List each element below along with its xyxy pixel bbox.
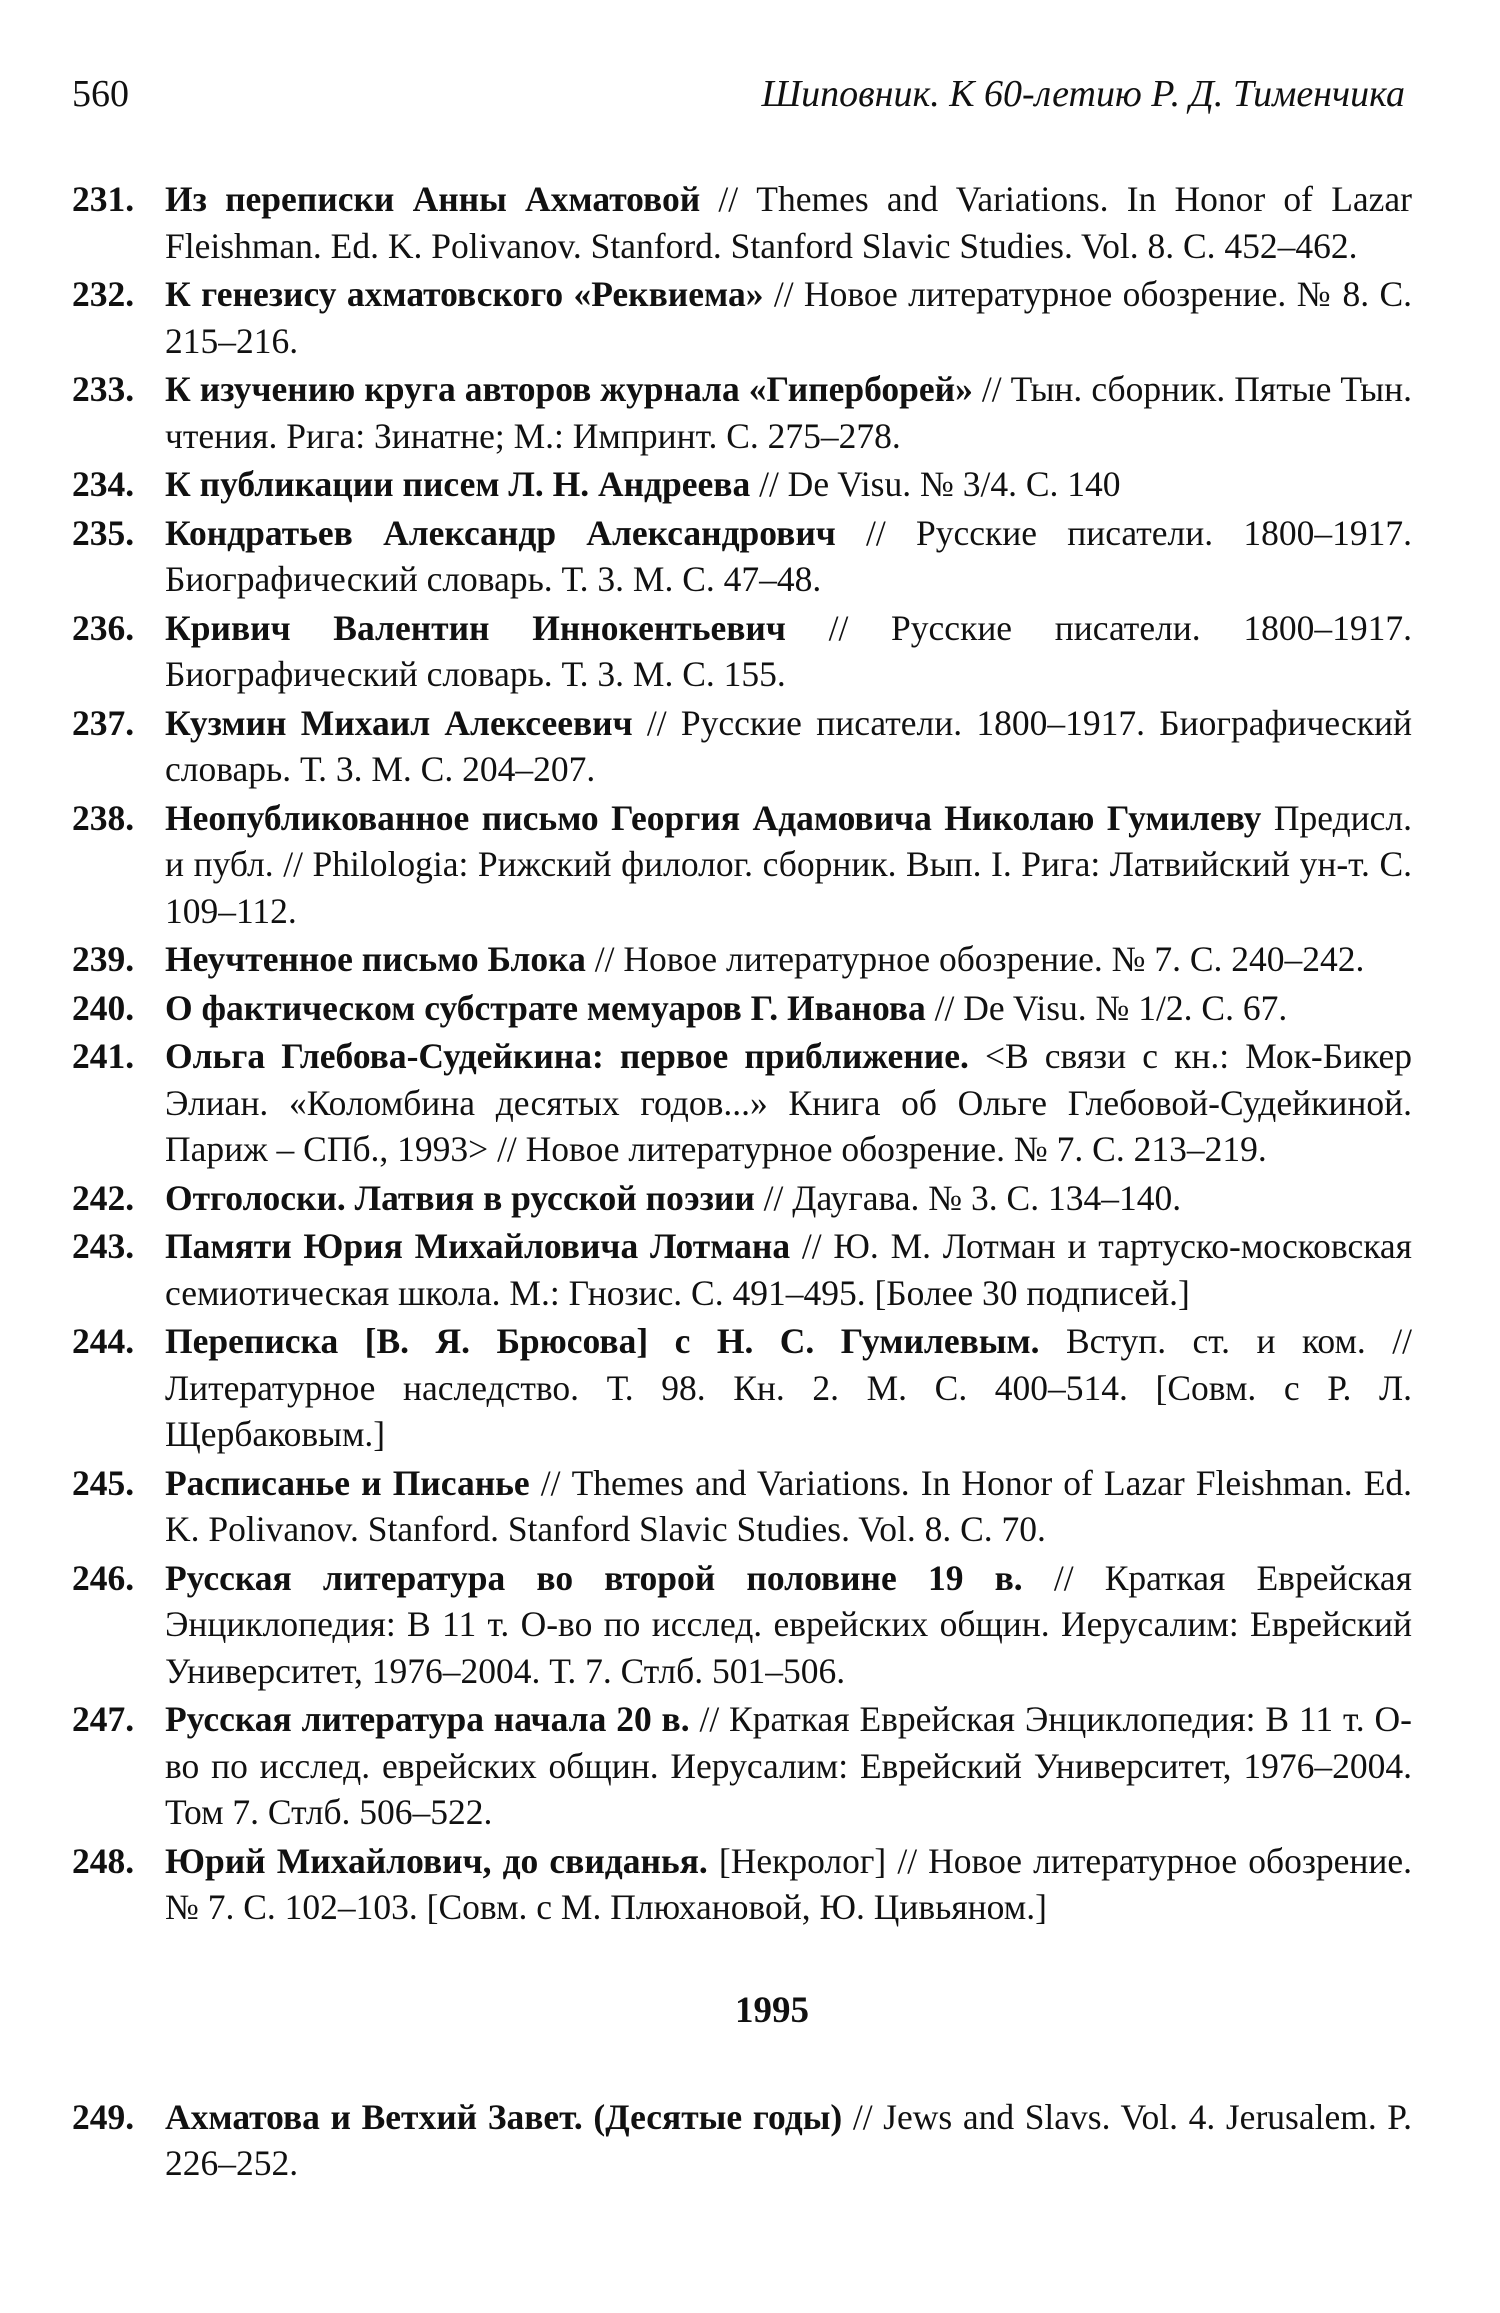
bibliography-entry: [72, 1033, 1412, 1173]
entry-citation: [Некролог] // Новое литературное обозрение. № 7. С. 102–103. [Совм. с М. Плюхановой, Ю. Цивьяном.]: [165, 1840, 1412, 1927]
bibliography-entry: [72, 510, 1412, 603]
bibliography-entry: [72, 2094, 1412, 2187]
entry-number: 237.: [72, 702, 135, 743]
page-header: [72, 72, 1405, 122]
entry-title: Русская литература начала 20 в.: [165, 1699, 690, 1739]
bibliography-entry: [72, 1175, 1412, 1222]
entry-title: Неучтенное письмо Блока: [165, 939, 586, 979]
entry-title: Русская литература во второй половине 19 в.: [165, 1557, 1023, 1598]
entry-number: 233.: [72, 369, 135, 409]
bibliography-entry: [72, 1223, 1412, 1316]
entry-title: Неопубликованное письмо Георгия Адамовича Николаю Гумилеву: [165, 797, 1262, 838]
entry-citation: // Русские писатели. 1800–1917. Биографический словарь. Т. 3. М. С. 204–207.: [165, 702, 1412, 789]
entry-title: О фактическом субстрате мемуаров Г. Иванова: [165, 987, 926, 1028]
bibliography-group-1995: [72, 2094, 1412, 2187]
entry-number: 236.: [72, 607, 135, 648]
entry-number: 245.: [72, 1462, 135, 1503]
entry-number: 234.: [72, 464, 135, 504]
running-title: Шиповник. К 60-летию Р. Д. Тименчика: [761, 73, 1405, 115]
entry-title: Ольга Глебова-Судейкина: первое приближение.: [165, 1036, 969, 1076]
entry-title: Ахматова и Ветхий Завет. (Десятые годы): [165, 2096, 843, 2137]
entry-citation: // Краткая Еврейская Энциклопедия: В 11 т. О-во по исслед. еврейских общин. Иерусалим: Еврейский Университет, 1976–2004. Том 7. Стлб. 506–522.: [165, 1699, 1412, 1832]
entry-title: Кузмин Михаил Алексеевич: [165, 702, 633, 743]
bibliography-entry: [72, 1555, 1412, 1695]
entry-citation: // Themes and Variations. In Honor of Lazar Fleishman. Ed. K. Polivanov. Stanford. Stanford Slavic Studies. Vol. 8. C. 70.: [165, 1462, 1413, 1549]
bibliography-entry: [72, 985, 1412, 1032]
entry-number: 232.: [72, 274, 135, 314]
entry-number: 242.: [72, 1177, 135, 1218]
entry-citation: // Русские писатели. 1800–1917. Биографический словарь. Т. 3. М. С. 155.: [165, 607, 1413, 694]
bibliography-entry: [72, 1838, 1412, 1931]
bibliography-entry: [72, 366, 1412, 459]
bibliography-entry: [72, 605, 1412, 698]
entry-number: 231.: [72, 179, 135, 219]
bibliography-list: [72, 176, 1412, 2189]
entry-citation: // De Visu. № 3/4. С. 140: [750, 464, 1121, 504]
entry-citation: // Русские писатели. 1800–1917. Биографический словарь. Т. 3. М. С. 47–48.: [165, 512, 1412, 599]
entry-citation: // Тын. сборник. Пятые Тын. чтения. Рига: Зинатне; М.: Импринт. С. 275–278.: [165, 369, 1412, 456]
entry-citation: Предисл. и публ. // Philologia: Рижский филолог. сборник. Вып. I. Рига: Латвийский ун-т. С. 109–112.: [165, 797, 1412, 931]
entry-number: 246.: [72, 1557, 135, 1598]
entry-title: Из переписки Анны Ахматовой: [165, 179, 701, 219]
entry-title: Кривич Валентин Иннокентьевич: [165, 607, 786, 648]
entry-number: 239.: [72, 939, 135, 979]
entry-title: Переписка [В. Я. Брюсова] с Н. С. Гумилевым.: [165, 1321, 1040, 1361]
entry-citation: // Даугава. № 3. С. 134–140.: [754, 1177, 1182, 1218]
entry-title: Отголоски. Латвия в русской поэзии: [165, 1177, 755, 1218]
year-heading: 1995: [735, 1989, 809, 2031]
entry-citation: // Ю. М. Лотман и тартуско-московская семиотическая школа. М.: Гнозис. С. 491–495. [Более 30 подписей.]: [165, 1226, 1412, 1313]
entry-number: 244.: [72, 1321, 135, 1361]
bibliography-group-1994: [72, 176, 1412, 1931]
entry-citation: // Jews and Slavs. Vol. 4. Jerusalem. P. 226–252.: [165, 2096, 1412, 2183]
entry-citation: // Новое литературное обозрение. № 7. С. 240–242.: [585, 939, 1365, 979]
bibliography-entry: [72, 936, 1412, 983]
bibliography-entry: [72, 795, 1412, 935]
entry-title: К генезису ахматовского «Реквиема»: [165, 274, 764, 314]
entry-citation: // Новое литературное обозрение. № 8. С. 215–216.: [165, 274, 1412, 361]
bibliography-entry: [72, 271, 1412, 364]
entry-number: 238.: [72, 797, 135, 838]
bibliography-entry: [72, 700, 1412, 793]
bibliography-entry: [72, 1460, 1412, 1553]
bibliography-entry: [72, 461, 1412, 508]
bibliography-entry: [72, 176, 1412, 269]
entry-title: К изучению круга авторов журнала «Гиперборей»: [165, 369, 973, 409]
entry-citation: // Themes and Variations. In Honor of Lazar Fleishman. Ed. K. Polivanov. Stanford. Stanford Slavic Studies. Vol. 8. C. 452–462.: [165, 179, 1412, 266]
entry-citation: Вступ. ст. и ком. // Литературное наследство. Т. 98. Кн. 2. М. С. 400–514. [Совм. с Р. Л. Щербаковым.]: [165, 1321, 1412, 1454]
entry-citation: // De Visu. № 1/2. С. 67.: [925, 987, 1288, 1028]
page-number: 560: [72, 73, 129, 115]
entry-title: Кондратьев Александр Александрович: [165, 512, 836, 553]
entry-number: 249.: [72, 2096, 135, 2137]
entry-number: 240.: [72, 987, 135, 1028]
entry-title: Юрий Михайлович, до свиданья.: [165, 1840, 708, 1881]
entry-title: Расписанье и Писанье: [165, 1462, 530, 1503]
bibliography-entry: [72, 1318, 1412, 1458]
entry-citation: <В связи с кн.: Мок-Бикер Элиан. «Коломбина десятых годов...» Книга об Ольге Глебовой-Судейкиной. Париж – СПб., 1993> // Новое литературное обозрение. № 7. С. 213–219.: [165, 1036, 1412, 1169]
entry-number: 247.: [72, 1699, 135, 1739]
entry-title: К публикации писем Л. Н. Андреева: [165, 464, 751, 504]
entry-title: Памяти Юрия Михайловича Лотмана: [165, 1226, 791, 1266]
bibliography-entry: [72, 1696, 1412, 1836]
entry-citation: // Краткая Еврейская Энциклопедия: В 11 т. О-во по исслед. еврейских общин. Иерусалим: Еврейский Университет, 1976–2004. Т. 7. Стлб. 501–506.: [165, 1557, 1412, 1691]
entry-number: 248.: [72, 1840, 135, 1881]
entry-number: 243.: [72, 1226, 135, 1266]
entry-number: 235.: [72, 512, 135, 553]
entry-number: 241.: [72, 1036, 135, 1076]
